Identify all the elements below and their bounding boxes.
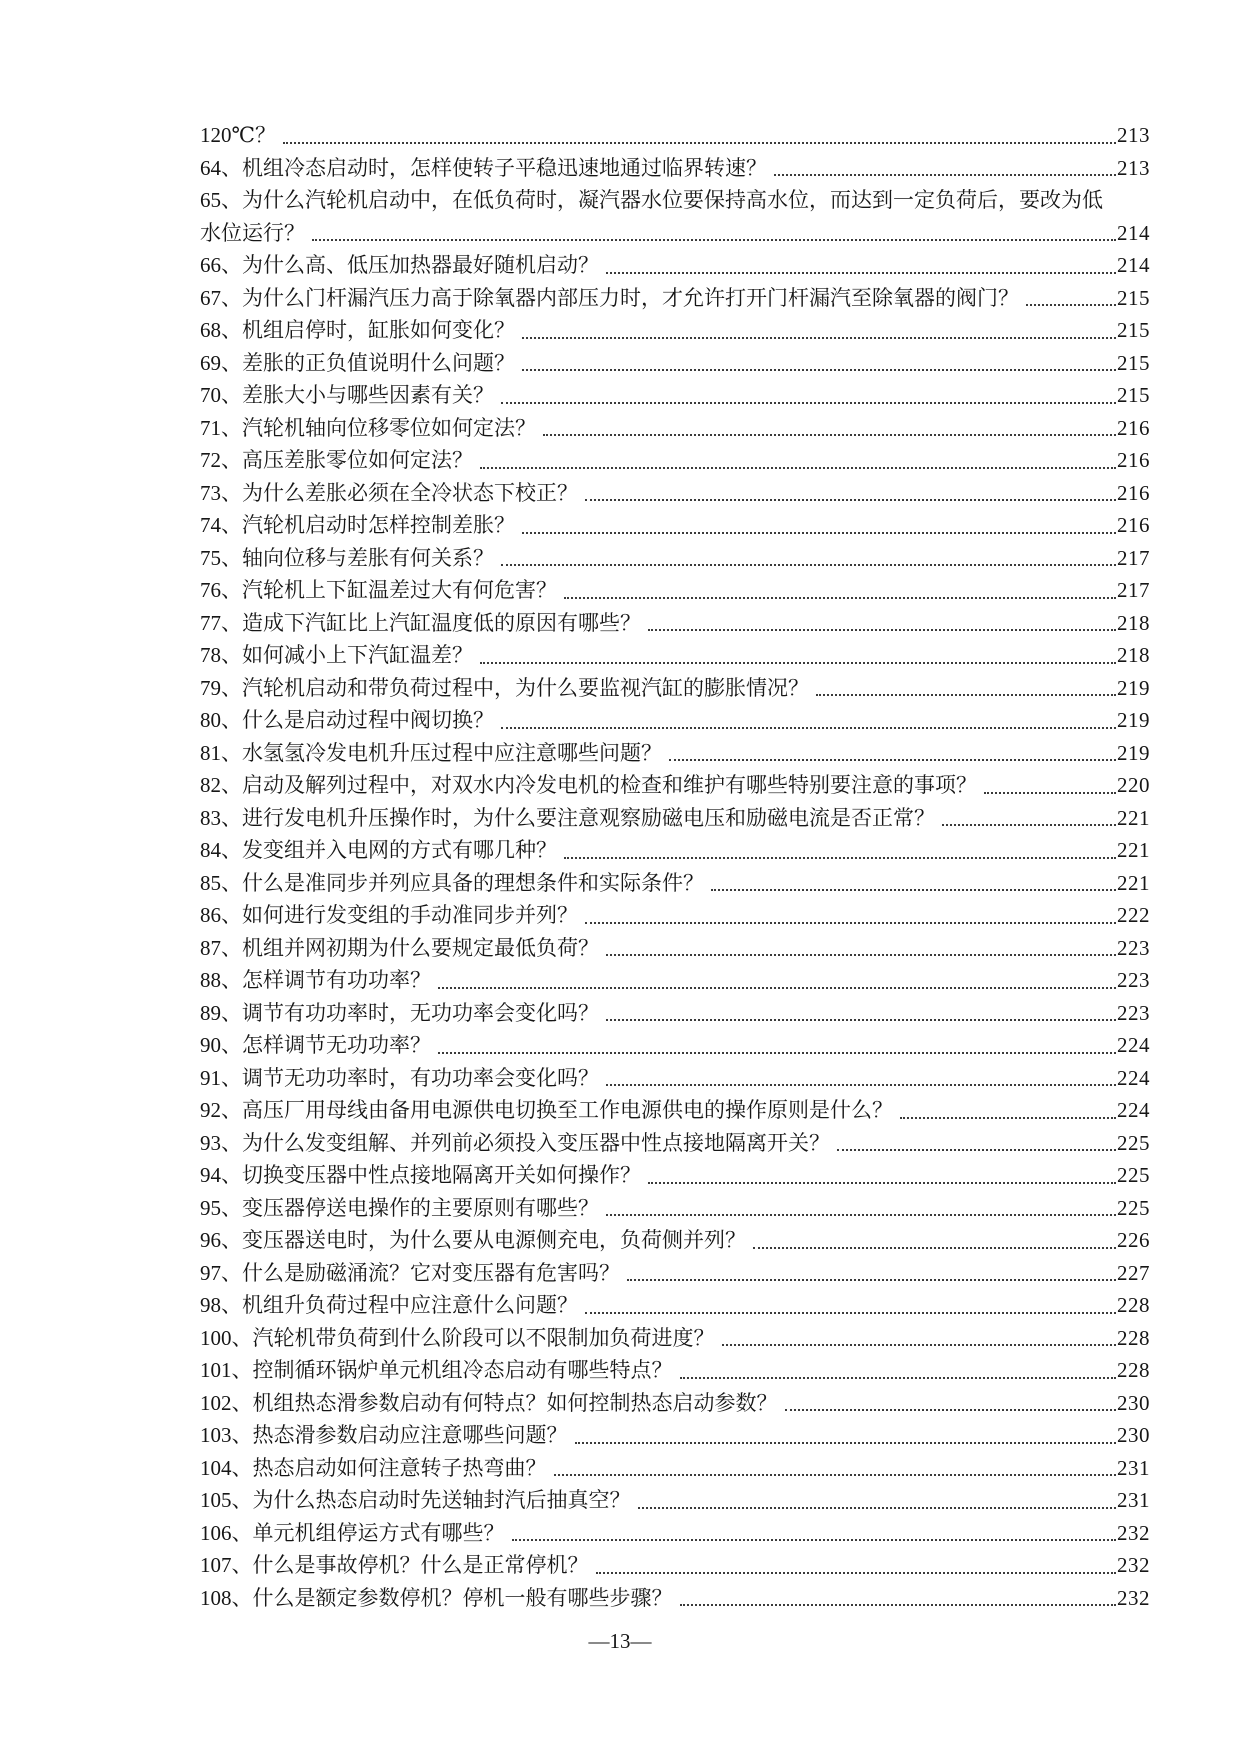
toc-entry-text: 104、热态启动如何注意转子热弯曲？ — [200, 1455, 547, 1480]
toc-entry — [200, 802, 1150, 835]
dot-leader — [438, 987, 1116, 989]
toc-entry-text: 87、机组并网初期为什么要规定最低负荷？ — [200, 935, 599, 960]
toc-entry-text: 97、什么是励磁涌流？它对变压器有危害吗？ — [200, 1260, 620, 1285]
toc-entry-text: 78、如何减小上下汽缸温差？ — [200, 643, 473, 667]
toc-entry — [200, 639, 1150, 672]
dot-leader — [554, 1474, 1117, 1476]
toc-entry-page: 214 — [1117, 253, 1150, 277]
dot-leader — [585, 922, 1116, 924]
toc-entry — [200, 412, 1150, 445]
dot-leader — [1026, 304, 1116, 306]
toc-entry-page: 232 — [1117, 1553, 1150, 1577]
toc-entry — [200, 477, 1150, 510]
toc-entry — [200, 737, 1150, 770]
toc-entry-page: 215 — [1117, 285, 1150, 310]
toc-entry — [200, 217, 1150, 250]
dot-leader — [942, 824, 1116, 826]
toc-entry-text: 96、变压器送电时，为什么要从电源侧充电，负荷侧并列？ — [200, 1228, 746, 1252]
toc-entry — [200, 1029, 1150, 1062]
dot-leader — [837, 1149, 1116, 1151]
toc-entry-text: 65、为什么汽轮机启动中，在低负荷时，凝汽器水位要保持高水位，而达到一定负荷后，要改为低 — [200, 188, 1103, 212]
dot-leader — [522, 337, 1116, 339]
toc-entry-text: 79、汽轮机启动和带负荷过程中，为什么要监视汽缸的膨胀情况？ — [200, 675, 809, 700]
toc-entry-text: 水位运行？ — [200, 220, 305, 245]
dot-leader — [722, 1344, 1117, 1346]
toc-entry — [200, 1549, 1150, 1582]
toc-entry — [200, 1289, 1150, 1322]
toc-entry-page: 225 — [1117, 1195, 1150, 1220]
dot-leader — [522, 532, 1116, 534]
toc-entry-text: 71、汽轮机轴向位移零位如何定法？ — [200, 415, 536, 440]
toc-entry — [200, 1354, 1150, 1387]
dot-leader — [606, 272, 1116, 274]
dot-leader — [543, 434, 1116, 436]
toc-entry-page: 230 — [1117, 1423, 1150, 1447]
toc-entry-page: 225 — [1117, 1130, 1150, 1155]
dot-leader — [680, 1604, 1117, 1606]
toc-entry-text: 107、什么是事故停机？什么是正常停机？ — [200, 1553, 589, 1577]
toc-entry — [200, 574, 1150, 607]
dot-leader — [711, 889, 1116, 891]
toc-entry-page: 217 — [1117, 545, 1150, 570]
toc-entry — [200, 1224, 1150, 1257]
dot-leader — [596, 1572, 1117, 1574]
toc-entry — [200, 997, 1150, 1030]
toc-entry-text: 101、控制循环锅炉单元机组冷态启动有哪些特点？ — [200, 1358, 673, 1382]
toc-entry-text: 91、调节无功功率时，有功功率会变化吗？ — [200, 1065, 599, 1090]
toc-entry-text: 85、什么是准同步并列应具备的理想条件和实际条件？ — [200, 870, 704, 895]
toc-entry-text: 82、启动及解列过程中，对双水内冷发电机的检查和维护有哪些特别要注意的事项？ — [200, 773, 977, 797]
toc-entry-text: 102、机组热态滑参数启动有何特点？如何控制热态启动参数？ — [200, 1390, 778, 1415]
toc-entry — [200, 1257, 1150, 1290]
toc-entry-text: 68、机组启停时，缸胀如何变化？ — [200, 318, 515, 342]
toc-entry — [200, 282, 1150, 315]
toc-entry-text: 100、汽轮机带负荷到什么阶段可以不限制加负荷进度？ — [200, 1325, 715, 1350]
toc-entry-page: 214 — [1117, 220, 1150, 245]
dot-leader — [585, 1312, 1116, 1314]
toc-entry-text: 93、为什么发变组解、并列前必须投入变压器中性点接地隔离开关？ — [200, 1130, 830, 1155]
toc-entry — [200, 314, 1150, 347]
toc-entry — [200, 704, 1150, 737]
dot-leader — [585, 499, 1116, 501]
dot-leader — [480, 467, 1116, 469]
toc-entry-page: 217 — [1117, 578, 1150, 602]
dot-leader — [638, 1507, 1117, 1509]
toc-entry-page: 232 — [1117, 1520, 1150, 1545]
dot-leader — [283, 142, 1116, 144]
toc-entry-page: 228 — [1117, 1293, 1150, 1317]
dot-leader — [680, 1377, 1117, 1379]
toc-entry-page: 223 — [1117, 1000, 1150, 1025]
toc-entry — [200, 1062, 1150, 1095]
toc-entry-page: 216 — [1117, 513, 1150, 537]
toc-entry-page: 227 — [1117, 1260, 1150, 1285]
toc-entry-text: 92、高压厂用母线由备用电源供电切换至工作电源供电的操作原则是什么？ — [200, 1098, 893, 1122]
toc-entry-text: 89、调节有功功率时，无功功率会变化吗？ — [200, 1000, 599, 1025]
dot-leader — [564, 597, 1116, 599]
toc-entry-page: 215 — [1117, 350, 1150, 375]
toc-entry-text: 105、为什么热态启动时先送轴封汽后抽真空？ — [200, 1488, 631, 1512]
dot-leader — [774, 174, 1116, 176]
toc-entry-page: 218 — [1117, 610, 1150, 635]
toc-entry-page: 223 — [1117, 968, 1150, 992]
toc-entry-text: 88、怎样调节有功功率？ — [200, 968, 431, 992]
toc-entry-page: 215 — [1117, 383, 1150, 407]
dot-leader — [984, 792, 1116, 794]
toc-entry — [200, 1192, 1150, 1225]
toc-entry-text: 74、汽轮机启动时怎样控制差胀？ — [200, 513, 515, 537]
dot-leader — [627, 1279, 1116, 1281]
toc-entry — [200, 119, 1150, 152]
toc-entry — [200, 769, 1150, 802]
toc-entry — [200, 1484, 1150, 1517]
toc-entry — [200, 834, 1150, 867]
toc-entry-page: 223 — [1117, 935, 1150, 960]
toc-entry-page: 221 — [1117, 838, 1150, 862]
toc-entry-text: 86、如何进行发变组的手动准同步并列？ — [200, 903, 578, 927]
dot-leader — [501, 564, 1116, 566]
toc-entry — [200, 542, 1150, 575]
dot-leader — [648, 1182, 1116, 1184]
page-number: —13— — [588, 1629, 652, 1653]
dot-leader — [512, 1539, 1117, 1541]
dot-leader — [606, 1214, 1116, 1216]
toc-entry-text: 98、机组升负荷过程中应注意什么问题？ — [200, 1293, 578, 1317]
toc-entry-text: 75、轴向位移与差胀有何关系？ — [200, 545, 494, 570]
toc-entry-page: 228 — [1117, 1358, 1150, 1382]
dot-leader — [501, 402, 1116, 404]
dot-leader — [501, 727, 1116, 729]
dot-leader — [669, 759, 1116, 761]
toc-entry — [200, 1387, 1150, 1420]
dot-leader — [785, 1409, 1117, 1411]
toc-entry — [200, 1322, 1150, 1355]
toc-entry-text: 120℃？ — [200, 123, 276, 147]
toc-entry-text: 76、汽轮机上下缸温差过大有何危害？ — [200, 578, 557, 602]
dot-leader — [575, 1442, 1117, 1444]
dot-leader — [900, 1117, 1116, 1119]
toc-entry-page: 225 — [1117, 1163, 1150, 1187]
toc-entry-page: 221 — [1117, 870, 1150, 895]
toc-entry — [200, 1582, 1150, 1615]
toc-entry — [200, 1159, 1150, 1192]
toc-entry — [200, 1094, 1150, 1127]
toc-entry-text: 83、进行发电机升压操作时，为什么要注意观察励磁电压和励磁电流是否正常？ — [200, 805, 935, 830]
toc-entry-page: 226 — [1117, 1228, 1150, 1252]
dot-leader — [606, 954, 1116, 956]
toc-entry-text: 103、热态滑参数启动应注意哪些问题？ — [200, 1423, 568, 1447]
toc-entry-page: 219 — [1117, 740, 1150, 765]
toc-entry — [200, 444, 1150, 477]
toc-entry — [200, 899, 1150, 932]
toc-entry-text: 108、什么是额定参数停机？停机一般有哪些步骤？ — [200, 1585, 673, 1610]
toc-entry — [200, 672, 1150, 705]
toc-entry-page: 224 — [1117, 1033, 1150, 1057]
dot-leader — [522, 369, 1116, 371]
toc-entry-text: 80、什么是启动过程中阀切换？ — [200, 708, 494, 732]
table-of-contents — [200, 119, 1150, 1614]
dot-leader — [753, 1247, 1116, 1249]
toc-entry-text: 84、发变组并入电网的方式有哪几种？ — [200, 838, 557, 862]
toc-entry-text: 72、高压差胀零位如何定法？ — [200, 448, 473, 472]
toc-entry-text: 77、造成下汽缸比上汽缸温度低的原因有哪些？ — [200, 610, 641, 635]
toc-entry — [200, 1517, 1150, 1550]
toc-entry — [200, 1452, 1150, 1485]
dot-leader — [606, 1019, 1116, 1021]
toc-entry — [200, 347, 1150, 380]
toc-entry-page: 216 — [1117, 480, 1150, 505]
dot-leader — [606, 1084, 1116, 1086]
toc-entry-page: 231 — [1117, 1488, 1150, 1512]
dot-leader — [816, 694, 1116, 696]
toc-entry — [200, 184, 1150, 217]
dot-leader — [648, 629, 1116, 631]
toc-entry-page: 215 — [1117, 318, 1150, 342]
toc-entry — [200, 964, 1150, 997]
toc-entry-page: 232 — [1117, 1585, 1150, 1610]
toc-entry-page: 224 — [1117, 1098, 1150, 1122]
toc-entry-page: 224 — [1117, 1065, 1150, 1090]
toc-entry-page: 231 — [1117, 1455, 1150, 1480]
toc-entry-text: 81、水氢氢冷发电机升压过程中应注意哪些问题？ — [200, 740, 662, 765]
toc-entry-page: 216 — [1117, 448, 1150, 472]
toc-entry — [200, 1419, 1150, 1452]
toc-entry-text: 90、怎样调节无功功率？ — [200, 1033, 431, 1057]
toc-entry-page: 219 — [1117, 675, 1150, 700]
toc-entry-text: 67、为什么门杆漏汽压力高于除氧器内部压力时，才允许打开门杆漏汽至除氧器的阀门？ — [200, 285, 1019, 310]
toc-entry-text: 69、差胀的正负值说明什么问题？ — [200, 350, 515, 375]
toc-entry-page: 218 — [1117, 643, 1150, 667]
toc-entry — [200, 1127, 1150, 1160]
toc-entry — [200, 152, 1150, 185]
toc-entry-text: 95、变压器停送电操作的主要原则有哪些？ — [200, 1195, 599, 1220]
toc-entry-page: 216 — [1117, 415, 1150, 440]
toc-entry-text: 73、为什么差胀必须在全冷状态下校正？ — [200, 480, 578, 505]
dot-leader — [564, 857, 1116, 859]
toc-entry-page: 222 — [1117, 903, 1150, 927]
toc-entry — [200, 932, 1150, 965]
toc-entry-page: 220 — [1117, 773, 1150, 797]
toc-entry-page: 213 — [1117, 123, 1150, 147]
toc-entry-page: 228 — [1117, 1325, 1150, 1350]
dot-leader — [438, 1052, 1116, 1054]
toc-entry-text: 70、差胀大小与哪些因素有关？ — [200, 383, 494, 407]
toc-entry — [200, 249, 1150, 282]
toc-entry-page: 230 — [1117, 1390, 1150, 1415]
toc-entry — [200, 509, 1150, 542]
toc-entry-text: 64、机组冷态启动时，怎样使转子平稳迅速地通过临界转速？ — [200, 155, 767, 180]
dot-leader — [480, 662, 1116, 664]
toc-entry-page: 219 — [1117, 708, 1150, 732]
toc-entry-page: 221 — [1117, 805, 1150, 830]
toc-entry — [200, 379, 1150, 412]
toc-entry — [200, 867, 1150, 900]
toc-entry-text: 66、为什么高、低压加热器最好随机启动？ — [200, 253, 599, 277]
dot-leader — [312, 239, 1116, 241]
toc-entry-page: 213 — [1117, 155, 1150, 180]
toc-entry — [200, 607, 1150, 640]
toc-entry-text: 106、单元机组停运方式有哪些？ — [200, 1520, 505, 1545]
toc-entry-text: 94、切换变压器中性点接地隔离开关如何操作？ — [200, 1163, 641, 1187]
